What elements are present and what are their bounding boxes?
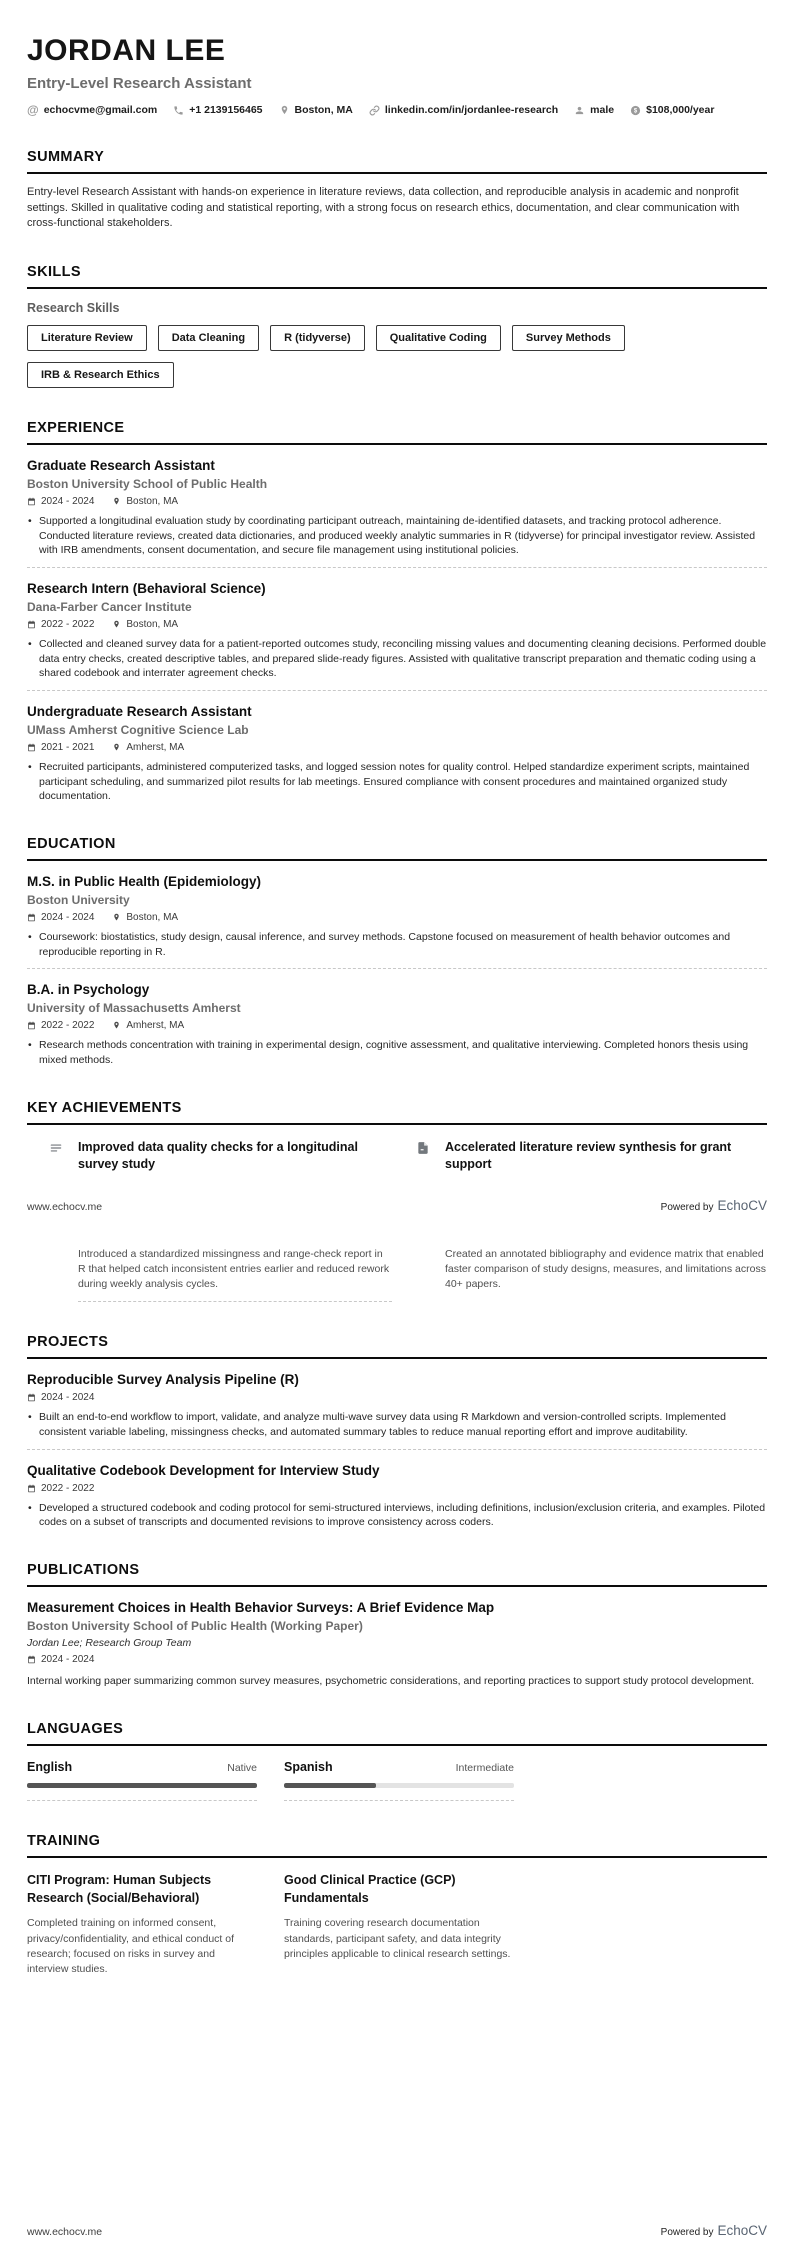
achievement-title: Accelerated literature review synthesis for grant support [445,1139,732,1172]
education-dates: 2024 - 2024 [41,912,95,924]
calendar-icon [27,1021,36,1030]
education-degree: M.S. in Public Health (Epidemiology) [27,874,262,890]
publication-dates: 2024 - 2024 [41,1654,95,1666]
education-degree: B.A. in Psychology [27,982,150,998]
contact-location [279,104,353,116]
location-pin-icon [112,743,121,752]
footer-site-link[interactable]: www.echocv.me [27,1200,103,1213]
achievement-description-text: Created an annotated bibliography and evidence matrix that enabled faster comparison of study designs, measures, and limitations across 40+ papers. [445,1247,766,1291]
calendar-icon [27,497,36,506]
project-title: Reproducible Survey Analysis Pipeline (R) [27,1372,299,1388]
publication-item [27,1600,767,1689]
svg-text:$: $ [633,108,638,115]
skill-chip: IRB & Research Ethics [27,362,174,388]
experience-item [27,581,767,691]
training-heading: TRAINING [27,1833,767,1858]
project-meta [27,1483,767,1494]
training-item [27,1872,257,1977]
contact-phone [173,104,262,116]
language-level: Native [227,1762,257,1775]
experience-dates: 2024 - 2024 [41,495,95,507]
footer-powered [661,2223,767,2238]
education-dates: 2022 - 2022 [41,1020,95,1032]
achievement-title: Improved data quality checks for a longitudinal survey study [78,1139,358,1172]
contact-salary [630,104,714,116]
project-dates: 2024 - 2024 [41,1392,95,1404]
item-separator [27,968,767,969]
location-pin-icon [112,913,121,922]
summary-text: Entry-level Research Assistant with hands-on experience in literature reviews, data collection, and reproducible analysis in academic and nonprofit settings. Skilled in qualitative coding and statistical reporting, with a strong focus on research ethics, documentation, and clear communication with cross-functional stakeholders. [27,186,740,230]
language-proficiency-fill [27,1783,257,1788]
experience-bullet: • Collected and cleaned survey data for a patient-reported outcomes study, reconciling missing values and documenting cleaning decisions. Performed double data entry checks, created descriptive tables, and prepared slide-ready figures. Assisted with qualitative transcript preparation and thematic coding using a shared codebook and interrater agreement checks. [27,637,767,681]
achievement-item [40,1139,392,1174]
skill-chip: Survey Methods [512,325,625,351]
calendar-icon [27,1393,36,1402]
experience-heading: EXPERIENCE [27,420,767,445]
experience-company: Boston University School of Public Health [27,476,268,491]
skills-chip-list [27,325,767,388]
project-bullet: • Developed a structured codebook and coding protocol for semi-structured interviews, including definitions, inclusion/exclusion criteria, and examples. Piloted codes on a subset of transcripts and documented revisions to improve consistency across coders. [27,1501,767,1530]
item-separator [27,567,767,568]
link-icon [369,105,380,116]
at-icon: @ [27,103,39,117]
education-school: Boston University [27,893,130,908]
person-job-title: Entry-Level Research Assistant [27,75,252,92]
language-name: Spanish [284,1760,333,1775]
echocv-brand[interactable]: EchoCV [717,1197,767,1213]
contact-salary-label: $108,000/year [646,104,715,116]
language-proficiency-fill [284,1783,376,1788]
publication-meta [27,1654,767,1665]
contact-linkedin[interactable] [369,104,558,116]
project-dates: 2022 - 2022 [41,1482,95,1494]
item-separator [27,690,767,691]
experience-bullet: • Supported a longitudinal evaluation study by coordinating participant outreach, maintaining de-identified datasets, and tracking protocol adherence. Conducted literature reviews, created data dictionaries, and produced weekly analytic summaries in R (tidyverse) for principal investigator review. Assisted with IRB amendments, consent documentation, and secure file management using institutional policies. [27,514,767,558]
contact-email-label: echocvme@gmail.com [43,104,158,116]
training-title: CITI Program: Human Subjects Research (Social/Behavioral) [27,1873,212,1905]
project-meta [27,1392,767,1403]
languages-heading: LANGUAGES [27,1721,767,1746]
project-item [27,1463,767,1530]
item-separator [27,1449,767,1450]
education-meta [27,1020,767,1031]
education-location: Amherst, MA [126,1020,185,1032]
experience-title: Undergraduate Research Assistant [27,703,252,719]
publication-authors: Jordan Lee; Research Group Team [27,1637,192,1650]
footer-powered [661,1198,767,1213]
achievements-heading: KEY ACHIEVEMENTS [27,1100,767,1125]
list-lines-icon [48,1139,64,1155]
language-item [27,1760,257,1801]
calendar-icon [27,1655,36,1664]
education-bullet: • Coursework: biostatistics, study design, causal inference, and survey methods. Capstone focused on measurement of health behavior outcomes and reproducible reporting in R. [27,930,767,959]
experience-meta [27,742,767,753]
language-item [284,1760,514,1801]
publication-title: Measurement Choices in Health Behavior Surveys: A Brief Evidence Map [27,1600,495,1616]
page-footer [27,1198,767,1213]
contact-location-label: Boston, MA [294,104,353,116]
education-school: University of Massachusetts Amherst [27,1001,241,1016]
experience-title: Graduate Research Assistant [27,457,215,473]
skill-chip: Data Cleaning [158,325,259,351]
publication-publisher: Boston University School of Public Health (Working Paper) [27,1619,363,1634]
achievement-item [407,1139,767,1174]
achievement-description [407,1247,767,1303]
training-grid [27,1872,767,1977]
experience-location: Boston, MA [126,618,179,630]
achievements-description-row [40,1247,767,1303]
education-heading: EDUCATION [27,836,767,861]
location-pin-icon [112,620,121,629]
experience-item [27,704,767,804]
language-proficiency-bar [27,1783,257,1788]
location-pin-icon [112,1021,121,1030]
contact-linkedin-label: linkedin.com/in/jordanlee-research [384,104,559,116]
skill-chip: R (tidyverse) [270,325,365,351]
location-pin-icon [112,497,121,506]
summary-heading: SUMMARY [27,149,767,174]
footer-site-link[interactable]: www.echocv.me [27,2226,103,2238]
education-location: Boston, MA [126,912,179,924]
experience-location: Boston, MA [126,495,179,507]
training-title: Good Clinical Practice (GCP) Fundamentals [284,1873,456,1905]
calendar-icon [27,743,36,752]
language-proficiency-bar [284,1783,514,1788]
contact-gender [574,104,614,116]
experience-bullet: • Recruited participants, administered computerized tasks, and logged session notes for quality control. Helped standardize experiment scripts, maintained participant scheduling, and summarized pilot results for lab meetings. Ensured compliance with consent procedures and maintained organized study documentation. [27,760,767,804]
item-separator [27,1800,257,1801]
item-separator [284,1800,514,1801]
experience-title: Research Intern (Behavioral Science) [27,580,266,596]
contact-gender-label: male [590,104,615,116]
education-item [27,874,767,969]
education-bullet: • Research methods concentration with training in experimental design, cognitive assessment, and qualitative interviewing. Completed honors thesis using mixed methods. [27,1038,767,1067]
experience-company: Dana-Farber Cancer Institute [27,599,192,614]
education-item [27,982,767,1067]
experience-company: UMass Amherst Cognitive Science Lab [27,722,249,737]
languages-grid [27,1760,767,1801]
experience-dates: 2022 - 2022 [41,618,95,630]
calendar-icon [27,913,36,922]
contact-email[interactable] [27,103,157,117]
training-description: Completed training on informed consent, privacy/confidentiality, and ethical conduct of research; focused on risks in survey and interview studies. [27,1917,235,1976]
language-name: English [27,1760,73,1775]
experience-dates: 2021 - 2021 [41,741,95,753]
skill-chip: Qualitative Coding [376,325,501,351]
person-icon [574,105,585,116]
calendar-icon [27,620,36,629]
project-bullet: • Built an end-to-end workflow to import, validate, and analyze multi-wave survey data using R Markdown and version-controlled scripts. Implemented consistent variable labeling, missingness checks, and automated summary tables to reduce manual reporting effort and improve auditability. [27,1410,767,1439]
language-level: Intermediate [455,1762,514,1775]
footer-powered-label: Powered by [660,1201,714,1213]
person-name: JORDAN LEE [27,34,226,67]
publications-heading: PUBLICATIONS [27,1562,767,1587]
echocv-brand[interactable]: EchoCV [717,2223,767,2238]
skill-chip: Literature Review [27,325,147,351]
achievement-description-text: Introduced a standardized missingness and range-check report in R that helped catch inconsistent entries earlier and reduced rework during weekly analysis cycles. [78,1247,392,1303]
experience-item [27,458,767,568]
experience-meta [27,619,767,630]
skills-heading: SKILLS [27,264,767,289]
footer-powered-label: Powered by [660,2227,714,2238]
experience-location: Amherst, MA [126,741,185,753]
experience-meta [27,496,767,507]
publication-description: Internal working paper summarizing common survey measures, psychometric considerations, and reporting practices to support study protocol development. [27,1675,755,1688]
project-item [27,1372,767,1449]
contact-phone-label: +1 2139156465 [189,104,263,116]
file-icon [415,1139,431,1155]
projects-heading: PROJECTS [27,1334,767,1359]
calendar-icon [27,1484,36,1493]
dollar-icon [630,105,641,116]
training-item [284,1872,514,1977]
contact-row [27,103,767,117]
achievement-description [40,1247,392,1303]
achievements-title-row [40,1139,767,1174]
skills-group-label: Research Skills [27,300,120,315]
education-meta [27,912,767,923]
project-title: Qualitative Codebook Development for Interview Study [27,1462,380,1478]
training-description: Training covering research documentation standards, participant safety, and data integrity principles applicable to clinical research settings. [284,1917,511,1960]
phone-icon [173,105,184,116]
location-pin-icon [279,105,290,116]
page-footer [27,2223,767,2238]
